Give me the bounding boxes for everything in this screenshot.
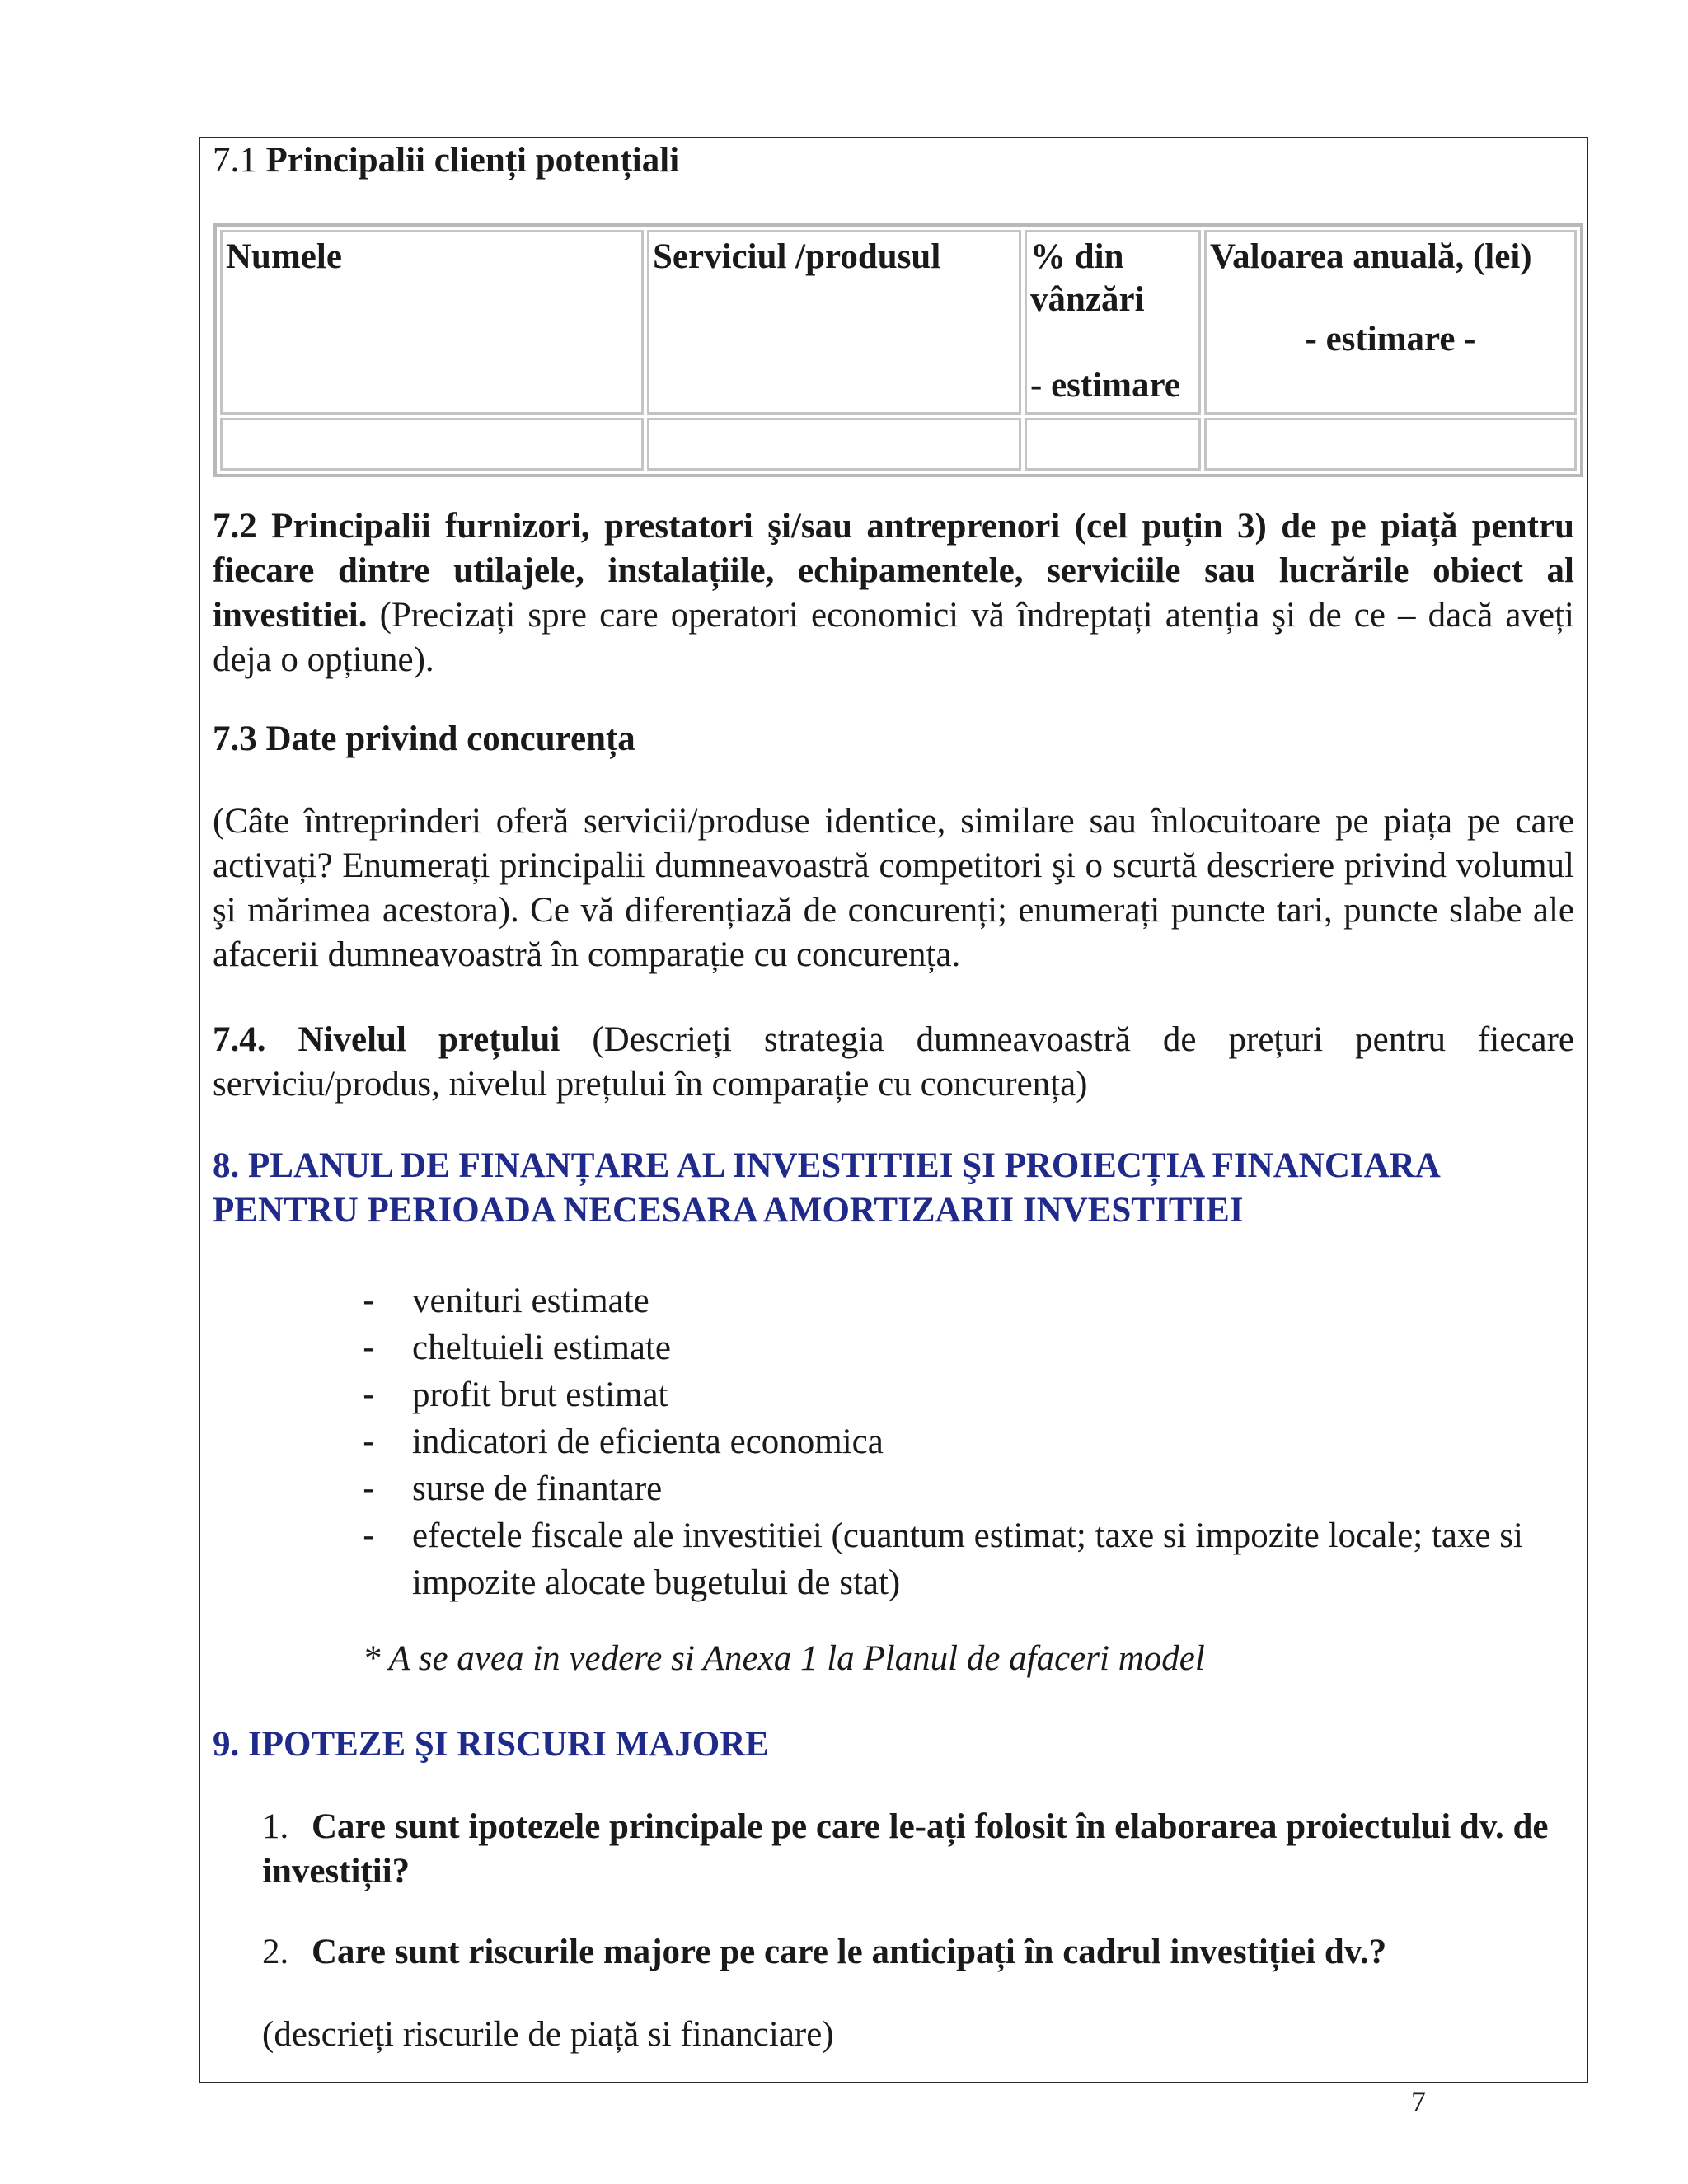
section-7-2-bold: 7.2 Principalii furnizori, prestatori şi/sau antreprenori (cel puțin 3) de pe piață pentru fiecare dintre utilajele, instalațiile, echipamentele, serviciile sau lucrările obiect al investitiei. xyxy=(213,507,1574,635)
section-7-1-number: 7.1 xyxy=(213,141,257,180)
question-1-text: Care sunt ipotezele principale pe care le-ați folosit în elaborarea proiectului dv. de investiții? xyxy=(262,1807,1549,1891)
header-name: Numele xyxy=(220,230,644,415)
dash-marker: - xyxy=(363,1469,375,1508)
cell-percent[interactable] xyxy=(1025,418,1201,471)
question-1-number: 1. xyxy=(262,1807,289,1846)
header-percent-line3: - estimare xyxy=(1030,366,1180,405)
list-item: - indicatori de eficienta economica xyxy=(363,1418,1566,1465)
header-percent-line1: % din xyxy=(1030,237,1124,276)
table-row xyxy=(220,418,1577,471)
table-header-row xyxy=(220,230,1577,415)
dash-marker: - xyxy=(363,1281,375,1320)
section-7-1-title: Principalii clienți potențiali xyxy=(265,141,680,180)
clients-table xyxy=(213,223,1583,477)
question-2-text: Care sunt riscurile majore pe care le anticipați în cadrul investiției dv.? xyxy=(312,1933,1387,1971)
question-2 xyxy=(262,1930,1573,1975)
section-7-3-title: 7.3 Date privind concurența xyxy=(213,719,635,758)
dash-marker: - xyxy=(363,1422,375,1461)
section-9-note: (descrieți riscurile de piață si financiare) xyxy=(262,2015,834,2054)
section-7-2 xyxy=(213,504,1574,682)
section-7-3-body: (Câte întreprinderi oferă servicii/produse identice, similare sau înlocuitoare pe piața pe care activați? Enumerați principalii dumneavoastră competitori şi o scurtă descriere privind volumul şi mărimea acestora). Ce vă diferențiază de concurenți; enumerați puncte tari, puncte slabe ale afacerii dumneavoastră în comparație cu concurența. xyxy=(213,802,1574,974)
cell-service[interactable] xyxy=(647,418,1021,471)
dash-marker: - xyxy=(363,1328,375,1367)
question-1 xyxy=(262,1805,1573,1894)
section-7-1-heading xyxy=(213,138,679,183)
question-2-number: 2. xyxy=(262,1933,289,1971)
dash-marker: - xyxy=(363,1516,375,1555)
section-9-title: 9. IPOTEZE ŞI RISCURI MAJORE xyxy=(213,1725,769,1764)
dash-marker: - xyxy=(363,1375,375,1414)
cell-value[interactable] xyxy=(1204,418,1577,471)
list-item: - surse de finantare xyxy=(363,1465,1566,1512)
section-8-title: 8. PLANUL DE FINANȚARE AL INVESTITIEI ŞI PROIECȚIA FINANCIARA PENTRU PERIOADA NECESARA AMORTIZARII INVESTITIEI xyxy=(213,1146,1439,1230)
header-percent-line2: vânzări xyxy=(1030,280,1145,319)
header-value xyxy=(1204,230,1577,415)
section-8-note: * A se avea in vedere si Anexa 1 la Planul de afaceri model xyxy=(363,1639,1205,1678)
cell-name[interactable] xyxy=(220,418,644,471)
header-value-line1: Valoarea anuală, (lei) xyxy=(1210,237,1532,276)
section-7-2-normal: (Precizați spre care operatori economici vă îndreptați atenția şi de ce – dacă aveți deja o opțiune). xyxy=(213,596,1574,679)
list-item: - venituri estimate xyxy=(363,1277,1566,1324)
header-service: Serviciul /produsul xyxy=(647,230,1021,415)
section-7-4 xyxy=(213,1018,1574,1107)
list-item: - profit brut estimat xyxy=(363,1371,1566,1418)
header-value-line2: - estimare - xyxy=(1305,320,1476,359)
list-item: - efectele fiscale ale investitiei (cuantum estimat; taxe si impozite locale; taxe si impozite alocate bugetului de stat) xyxy=(363,1512,1566,1606)
section-7-4-title: 7.4. Nivelul prețului xyxy=(213,1020,560,1059)
header-percent xyxy=(1025,230,1201,415)
section-7-4-body: (Descrieți strategia dumneavoastră de prețuri pentru fiecare serviciu/produs, nivelul prețului în comparație cu concurența) xyxy=(213,1020,1574,1104)
list-item: - cheltuieli estimate xyxy=(363,1324,1566,1371)
page-number: 7 xyxy=(1411,2085,1426,2118)
financial-list xyxy=(363,1277,1566,1606)
